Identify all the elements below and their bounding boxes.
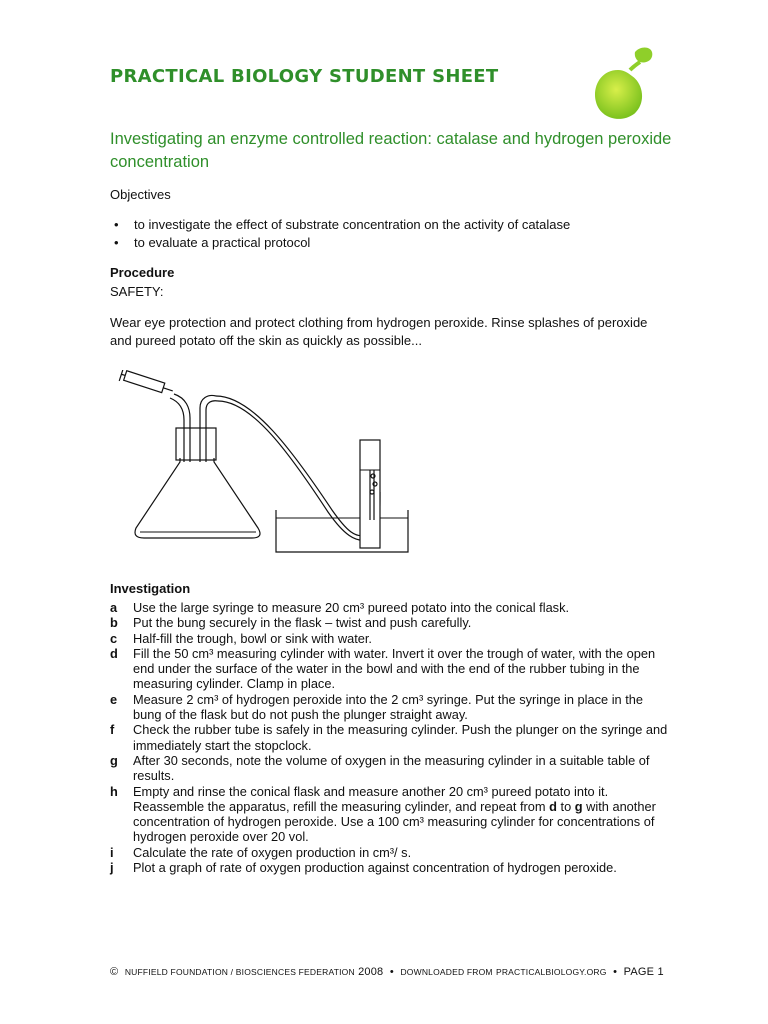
investigation-steps — [110, 600, 670, 875]
step-item: j Plot a graph of rate of oxygen production against concentration of hydrogen peroxide. — [110, 860, 617, 876]
footer-separator: • — [389, 966, 394, 978]
procedure-heading: Procedure — [110, 265, 175, 280]
step-item: a Use the large syringe to measure 20 cm³ pureed potato into the conical flask. — [110, 600, 570, 615]
step-item: i Calculate the rate of oxygen production in cm³/ s. — [110, 844, 412, 860]
step-item: e Measure 2 cm³ of hydrogen peroxide into the 2 cm³ syringe. Put the syringe in place in the bung of the flask but do not push the plunger straight away. — [110, 691, 644, 723]
page-number: PAGE 1 — [623, 966, 664, 978]
brand-title: PRACTICAL BIOLOGY STUDENT SHEET — [110, 66, 499, 87]
bullet-icon: • — [114, 217, 119, 232]
step-item: c Half-fill the trough, bowl or sink with water. — [110, 630, 372, 646]
objectives-list — [112, 216, 570, 252]
apparatus-diagram-icon — [112, 370, 422, 560]
step-item: g After 30 seconds, note the volume of oxygen in the measuring cylinder in a suitable table of results. — [110, 752, 650, 784]
syringe-icon — [119, 370, 175, 398]
list-item: • to evaluate a practical protocol — [114, 235, 311, 250]
footer-org: NUFFIELD FOUNDATION / BIOSCIENCES FEDERATION — [124, 967, 355, 977]
footer-separator: • — [613, 966, 618, 978]
step-item: d Fill the 50 cm³ measuring cylinder with water. Invert it over the trough of water, with the open end under the surface of the water in the bowl and with the end of the rubber tubing in the measuring cylinder. Clamp in place. — [110, 645, 656, 692]
page-title: Investigating an enzyme controlled reaction: catalase and hydrogen peroxide concentration — [110, 130, 672, 171]
objectives-heading: Objectives — [110, 187, 171, 202]
step-item: h Empty and rinse the conical flask and measure another 20 cm³ pureed potato into it. Reassemble the apparatus, refill the measuring cylinder, and repeat from d to g with another concentration of hydrogen peroxide. Use a 100 cm³ measuring cylinder for concentrations of hydrogen peroxide over 20 vol. — [110, 783, 656, 845]
footer-year: 2008 — [358, 966, 384, 978]
green-drop-logo-icon — [580, 40, 660, 130]
list-item: • to investigate the effect of substrate concentration on the activity of catalase — [114, 217, 571, 232]
footer-downloaded: DOWNLOADED FROM — [400, 967, 493, 977]
page-footer — [110, 966, 730, 978]
copyright-icon: © — [110, 966, 119, 978]
step-item: f Check the rubber tube is safely in the measuring cylinder. Push the plunger on the syringe and immediately start the stopclock. — [110, 722, 668, 753]
safety-text: Wear eye protection and protect clothing from hydrogen peroxide. Rinse splashes of peroxide and pureed potato off the skin as quickly as possible... — [110, 315, 648, 348]
investigation-heading: Investigation — [110, 581, 191, 596]
bullet-icon: • — [114, 235, 119, 250]
step-item: b Put the bung securely in the flask – twist and push carefully. — [110, 615, 472, 631]
footer-site-link[interactable]: PRACTICALBIOLOGY.ORG — [495, 967, 607, 977]
safety-label: SAFETY: — [110, 284, 164, 299]
